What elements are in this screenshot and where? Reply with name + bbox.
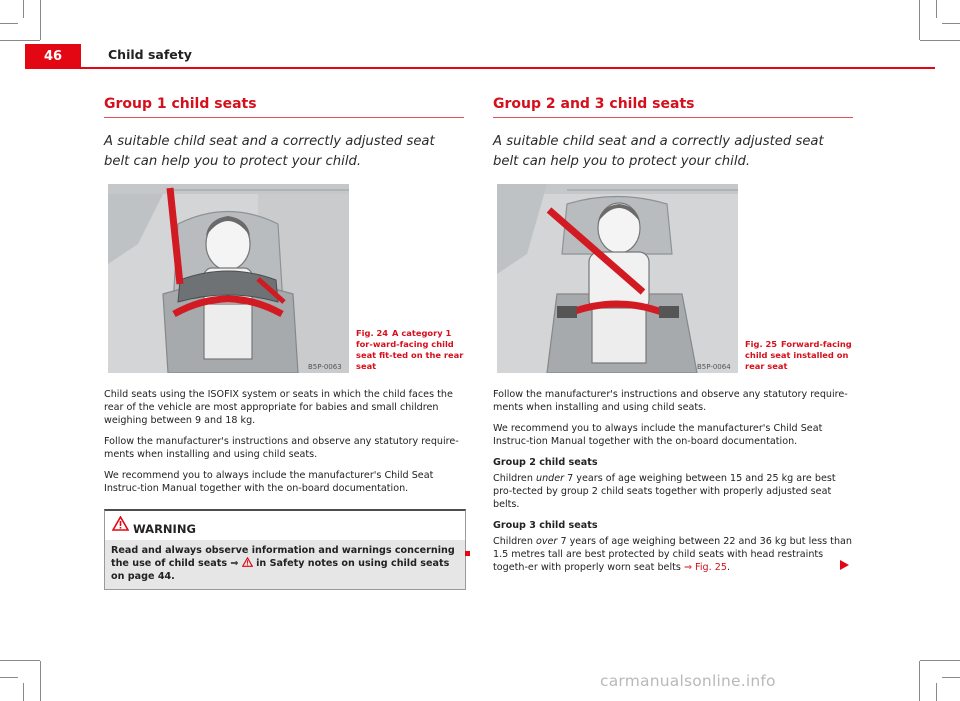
right-paragraph-2: We recommend you to always include the manufacturer's Child Seat Instruc-tion Manual together with the on-board documentation. [493,423,823,447]
group2-text [493,472,853,511]
group3-end: . [726,562,730,573]
group2-label: Group 2 child seats [493,457,598,468]
left-column [104,96,464,590]
left-lead: A suitable child seat and a correctly adjusted seat belt can help you to protect your child. [104,134,435,169]
figure-24 [104,184,464,374]
crop-mark [936,683,937,701]
left-paragraph-3: We recommend you to always include the manufacturer's Child Seat Instruc-tion Manual together with the on-board documentation. [104,470,434,494]
group2-post: 7 years of age weighing between 15 and 25 kg are best pro-tected by group 2 child seats together with properly adjusted seat belts. [493,473,836,510]
group2-pre: Children [493,473,533,484]
section-title: Child safety [108,47,192,62]
header-rule [25,67,935,69]
crop-mark [40,661,41,701]
right-column [493,96,853,574]
crop-mark [0,660,40,661]
figure-number: Fig. 25 [745,339,778,349]
warning-inline-icon [242,557,253,567]
figure-number: Fig. 24 [356,328,389,338]
crop-mark [919,661,920,701]
crop-mark [0,40,40,41]
figure-caption-text: Forward-facing child seat installed on rear seat [745,339,852,371]
crop-mark [942,23,960,24]
right-paragraph-1: Follow the manufacturer's instructions and observe any statutory require-ments when installing and using child seats. [493,389,848,413]
group3-pre: Children [493,536,533,547]
figure-25-link[interactable]: ⇒ Fig. 25 [683,562,727,573]
continue-arrow-icon [840,560,849,570]
group2-emphasis: under [535,473,565,484]
section-end-marker [465,551,470,556]
warning-header [105,511,465,540]
crop-mark [0,23,18,24]
watermark: carmanualsonline.info [600,672,776,690]
crop-mark [23,0,24,18]
crop-mark [40,0,41,40]
left-paragraph-2: Follow the manufacturer's instructions and observe any statutory require-ments when installing and using child seats. [104,436,459,460]
warning-text-before: Read and always observe information and warnings concerning the use of child seats ⇒ [111,545,455,569]
group3-post: 7 years of age weighing between 22 and 36 kg but less than 1.5 metres tall are best protected by child seats with head restraints togeth-er with properly worn seat belts [493,536,852,573]
figure-code: B5P-0064 [697,363,731,371]
crop-mark [936,0,937,18]
left-paragraph-1: Child seats using the ISOFIX system or seats in which the child faces the rear of the vehicle are most appropriate for babies and small children weighing between 9 and 18 kg. [104,389,453,426]
figure-caption [356,328,466,372]
figure-caption-text: A category 1 for-ward-facing child seat fit-ted on the rear seat [356,328,464,371]
figure-caption [745,339,855,372]
right-lead: A suitable child seat and a correctly adjusted seat belt can help you to protect your child. [493,134,824,169]
crop-mark [920,40,960,41]
warning-box [104,509,466,590]
child-seat-illustration [108,184,349,373]
booster-seat-illustration [497,184,738,373]
warning-text [105,540,465,589]
crop-mark [919,0,920,40]
left-section-title: Group 1 child seats [104,96,464,118]
warning-text-after: in Safety notes on using child seats on page 44. [111,558,450,582]
crop-mark [0,677,18,678]
figure-code: B5P-0063 [308,363,342,371]
warning-triangle-icon [112,516,129,531]
group3-text [493,535,853,574]
right-section-title: Group 2 and 3 child seats [493,96,853,118]
group2-seat-drawing [497,184,738,373]
group1-seat-drawing [108,184,349,373]
crop-mark [942,677,960,678]
crop-mark [23,683,24,701]
crop-mark [920,660,960,661]
group3-emphasis: over [535,536,558,547]
figure-25 [493,184,853,374]
page-number: 46 [25,44,81,68]
warning-title: WARNING [133,522,196,536]
group3-label: Group 3 child seats [493,520,598,531]
